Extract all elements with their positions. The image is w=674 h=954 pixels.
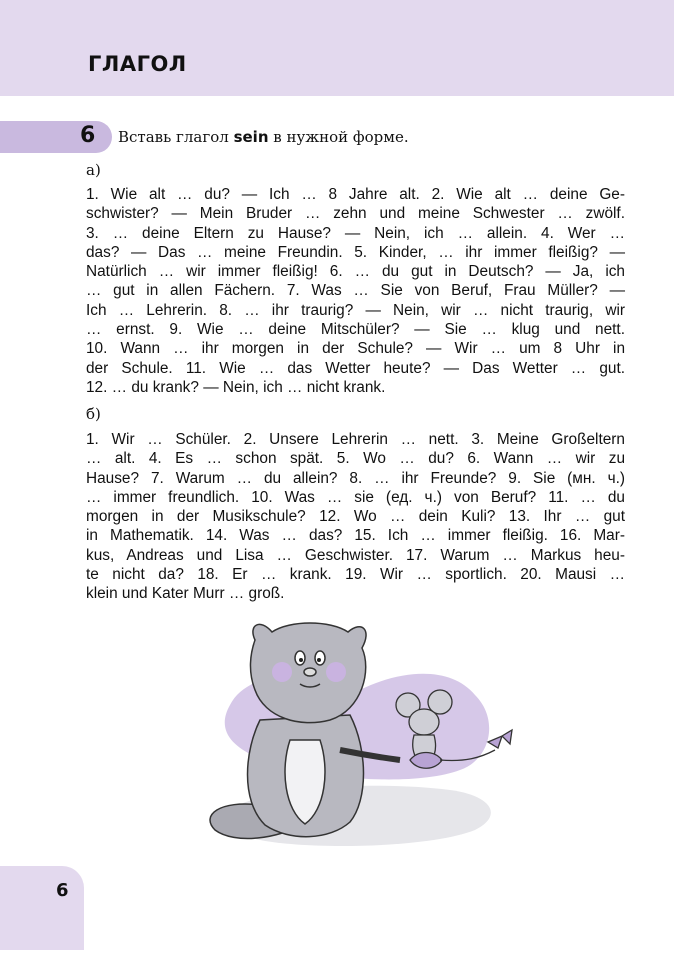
chapter-header-band [0,0,674,96]
cat-and-mouse-illustration [190,610,540,860]
task-number: 6 [80,123,96,148]
cat-eye [295,651,305,665]
exercise-line: … alt. 4. Es … schon spät. 5. Wo … du? 6. Wann … wir zu [86,450,625,468]
part-a-exercise-text [86,185,625,397]
instruction-text-before: Вставь глагол [118,128,229,146]
exercise-line: klein und Kater Murr … groß. [86,585,285,603]
chapter-title: ГЛАГОЛ [88,52,187,76]
exercise-line: 1. Wie alt … du? — Ich … 8 Jahre alt. 2. Wie alt … deine Ge- [86,186,625,203]
exercise-line: … immer freundlich. 10. Was … sie (ед. ч.) von Beruf? 11. … du [86,488,625,506]
cat-eye [315,651,325,665]
exercise-line: 1. Wir … Schüler. 2. Unsere Lehrerin … nett. 3. Meine Großeltern [86,431,625,448]
exercise-line: … ernst. 9. Wie … deine Mitschüler? — Sie … klug und nett. [86,321,625,339]
page-number-tab [0,866,84,950]
instruction-verb: sein [233,128,269,146]
exercise-line: … gut in allen Fächern. 7. Was … Sie von Beruf, Frau Müller? — [86,282,625,300]
exercise-line: morgen in der Musikschule? 12. Wo … dein Kuli? 13. Ihr … gut [86,508,625,526]
mouse-head [409,709,439,735]
exercise-line: 10. Wann … ihr morgen in der Schule? — Wir … um 8 Uhr in [86,340,625,358]
cat-nose [304,668,316,676]
exercise-line: schwister? — Mein Bruder … zehn und meine Schwester … zwölf. [86,205,625,223]
exercise-line: Ich … Lehrerin. 8. … ihr traurig? — Nein, wir … nicht traurig, wir [86,301,625,319]
exercise-line: kus, Andreas und Lisa … Geschwister. 17. Warum … Markus heu- [86,546,625,564]
exercise-line: Natürlich … wir immer fleißig! 6. … du gut in Deutsch? — Ja, ich [86,263,625,281]
page-number: 6 [56,880,69,901]
part-a-label: а) [86,161,101,179]
exercise-line: Hause? 7. Warum … du allein? 8. … ihr Freunde? 9. Sie (мн. ч.) [86,469,625,487]
cat-pupil [299,658,303,662]
part-b-exercise-text [86,430,625,604]
instruction-text-after: в нужной форме. [273,128,409,146]
exercise-line: in Mathematik. 14. Was … das? 15. Ich … immer fleißig. 16. Mar- [86,527,625,545]
exercise-line: 3. … deine Eltern zu Hause? — Nein, ich … allein. 4. Wer … [86,224,625,242]
cat-cheek [272,662,292,682]
tail-bow [488,730,512,748]
task-instruction [118,128,409,146]
exercise-line: te nicht da? 18. Er … krank. 19. Wir … sportlich. 20. Mausi … [86,566,625,584]
part-b-label: б) [86,405,101,423]
exercise-line: 12. … du krank? — Nein, ich … nicht krank. [86,378,386,396]
exercise-line: der Schule. 11. Wie … das Wetter heute? — Das Wetter … gut. [86,359,625,377]
exercise-line: das? — Das … meine Freundin. 5. Kinder, … ihr immer fleißig? — [86,243,625,261]
cat-cheek [326,662,346,682]
cat-pupil [317,658,321,662]
